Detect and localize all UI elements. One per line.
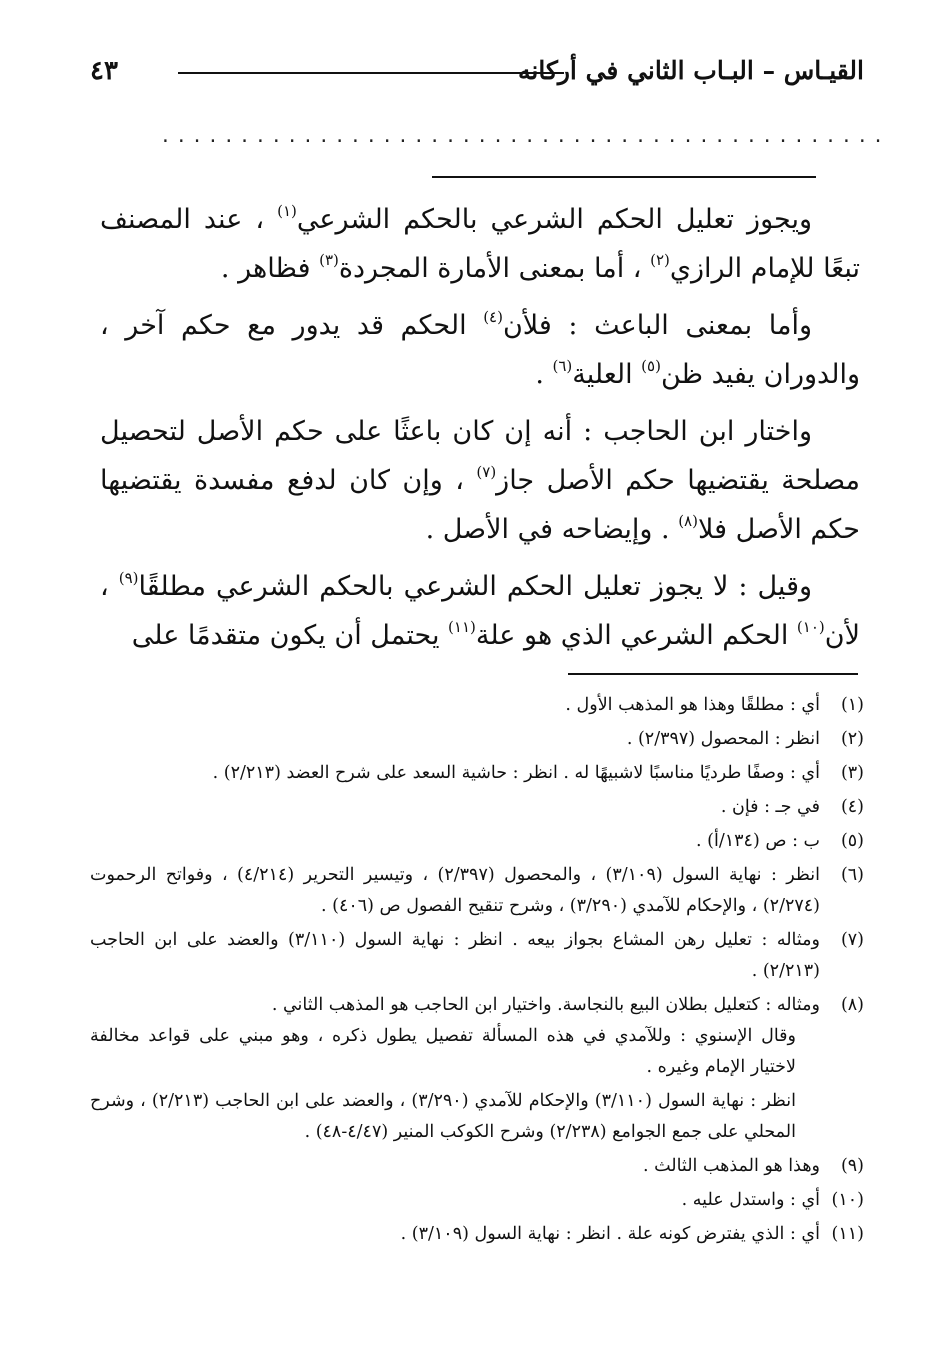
footnote-continuation: وقال الإسنوي : وللآمدي في هذه المسألة تفصيل يطول ذكره ، وهو مبني على قواعد مخالفة لاختيار الإمام وغيره . (90, 1026, 796, 1077)
footnote-number: (١١) (831, 1224, 864, 1244)
footnote (90, 826, 864, 857)
footnote-number: (٢) (840, 729, 864, 749)
footnote (90, 1185, 864, 1216)
footnote (90, 724, 864, 755)
footnote-ref: (١٠) (796, 618, 825, 636)
footnote-number: (٦) (840, 865, 864, 885)
paragraph (100, 195, 860, 293)
text-run: ، لأن (100, 571, 860, 651)
footnote (90, 792, 864, 823)
footnote-number: (٣) (840, 763, 864, 783)
main-text (100, 195, 860, 668)
page-number: ٤٣ (90, 56, 118, 86)
footnote-ref: (٣) (319, 251, 339, 269)
running-header (90, 48, 864, 98)
footnote-ref: (٦) (552, 357, 573, 375)
text-run: وأما بمعنى الباعث : فلأن (502, 310, 813, 341)
footnote-separator (568, 673, 858, 675)
dotted-continuation-line: .............................................. (160, 126, 889, 147)
section-rule (432, 176, 816, 178)
header-rule (178, 72, 564, 74)
text-run: ، أما بمعنى الأمارة المجردة (338, 253, 651, 284)
footnote-text: ومثاله : تعليل رهن المشاع بجواز بيعه . انظر : نهاية السول (٣/١١٠) والعضد على ابن الحاجب (٢/٢١٣) . (90, 930, 820, 981)
footnote-ref: (٧) (476, 463, 497, 481)
footnote-text: ومثاله : كتعليل بطلان البيع بالنجاسة. واختيار ابن الحاجب هو المذهب الثاني . (271, 995, 820, 1015)
text-run: فظاهر . (220, 253, 320, 284)
footnote (90, 690, 864, 721)
text-run: ويجوز تعليل الحكم الشرعي بالحكم الشرعي (296, 204, 812, 235)
footnote-number: (٨) (840, 995, 864, 1015)
footnote-text: انظر : نهاية السول (٣/١٠٩) ، والمحصول (٢/٣٩٧) ، وتيسير التحرير (٤/٢١٤) ، وفواتح الرحموت (٢/٢٧٤) ، والإحكام للآمدي (٣/٢٩٠) ، وشرح تنقيح الفصول ص (٤٠٦) . (90, 865, 820, 916)
text-run: ، عند المصنف تبعًا للإمام الرازي (100, 204, 860, 284)
footnote-number: (٩) (840, 1156, 864, 1176)
footnote-ref: (٨) (678, 512, 698, 530)
paragraph (100, 562, 860, 660)
text-run: . (535, 359, 553, 390)
footnote-number: (٤) (840, 797, 864, 817)
footnote-number: (١) (840, 695, 864, 715)
footnote (90, 860, 864, 922)
footnote (90, 758, 864, 789)
footnote-ref: (٤) (483, 308, 503, 326)
footnote-text: أي : واستدل عليه . (681, 1190, 820, 1210)
footnote-text: أي : وصفًا طرديًا مناسبًا لاشبيهًا له . انظر : حاشية السعد على شرح العضد (٢/٢١٣) . (212, 763, 820, 783)
text-run: . وإيضاحه في الأصل . (425, 514, 679, 545)
text-run: واختار ابن الحاجب : أنه إن كان باعثًا على حكم الأصل لتحصيل مصلحة يقتضيها حكم الأصل جاز (100, 416, 860, 496)
footnote-number: (٥) (840, 831, 864, 851)
footnote-text: انظر : المحصول (٢/٣٩٧) . (626, 729, 820, 749)
footnote-ref: (٩) (118, 569, 139, 587)
footnote-text: في جـ : فإن . (720, 797, 820, 817)
footnote (90, 990, 864, 1148)
text-run: وقيل : لا يجوز تعليل الحكم الشرعي بالحكم الشرعي مطلقًا (138, 571, 813, 602)
footnote-text: أي : الذي يفترض كونه علة . انظر : نهاية السول (٣/١٠٩) . (400, 1224, 820, 1244)
footnote-text: أي : مطلقًا وهذا هو المذهب الأول . (565, 695, 820, 715)
footnote-text: وهذا هو المذهب الثالث . (642, 1156, 820, 1176)
footnote (90, 925, 864, 987)
footnote-ref: (١) (277, 202, 297, 220)
paragraph (100, 301, 860, 399)
footnote-number: (١٠) (831, 1190, 864, 1210)
chapter-title: القيـاس – البـاب الثاني في أركانه (517, 56, 864, 85)
footnotes (90, 690, 864, 1253)
footnote-ref: (٥) (641, 357, 661, 375)
footnote-ref: (١١) (448, 618, 476, 636)
text-run: الحكم قد يدور مع حكم آخر ، والدوران يفيد ظن (100, 310, 860, 390)
footnote-number: (٧) (840, 930, 864, 950)
text-run: الحكم الشرعي الذي هو علة (475, 620, 797, 651)
footnote-ref: (٢) (650, 251, 670, 269)
footnote-continuation: انظر : نهاية السول (٣/١١٠) والإحكام للآمدي (٣/٢٩٠) ، والعضد على ابن الحاجب (٢/٢١٣) ، وشرح المحلي على جمع الجوامع (٢/٢٣٨) وشرح الكوكب المنير (٤/٤٧-٤٨) . (90, 1091, 796, 1142)
paragraph (100, 407, 860, 554)
footnote (90, 1219, 864, 1250)
text-run: العلية (572, 359, 642, 390)
text-run: يحتمل أن يكون متقدمًا على (131, 620, 449, 651)
footnote (90, 1151, 864, 1182)
footnote-text: ب : ص (١٣٤/أ) . (696, 831, 820, 851)
text-run: ، وإن كان لدفع مفسدة يقتضيها حكم الأصل فلا (100, 465, 860, 545)
